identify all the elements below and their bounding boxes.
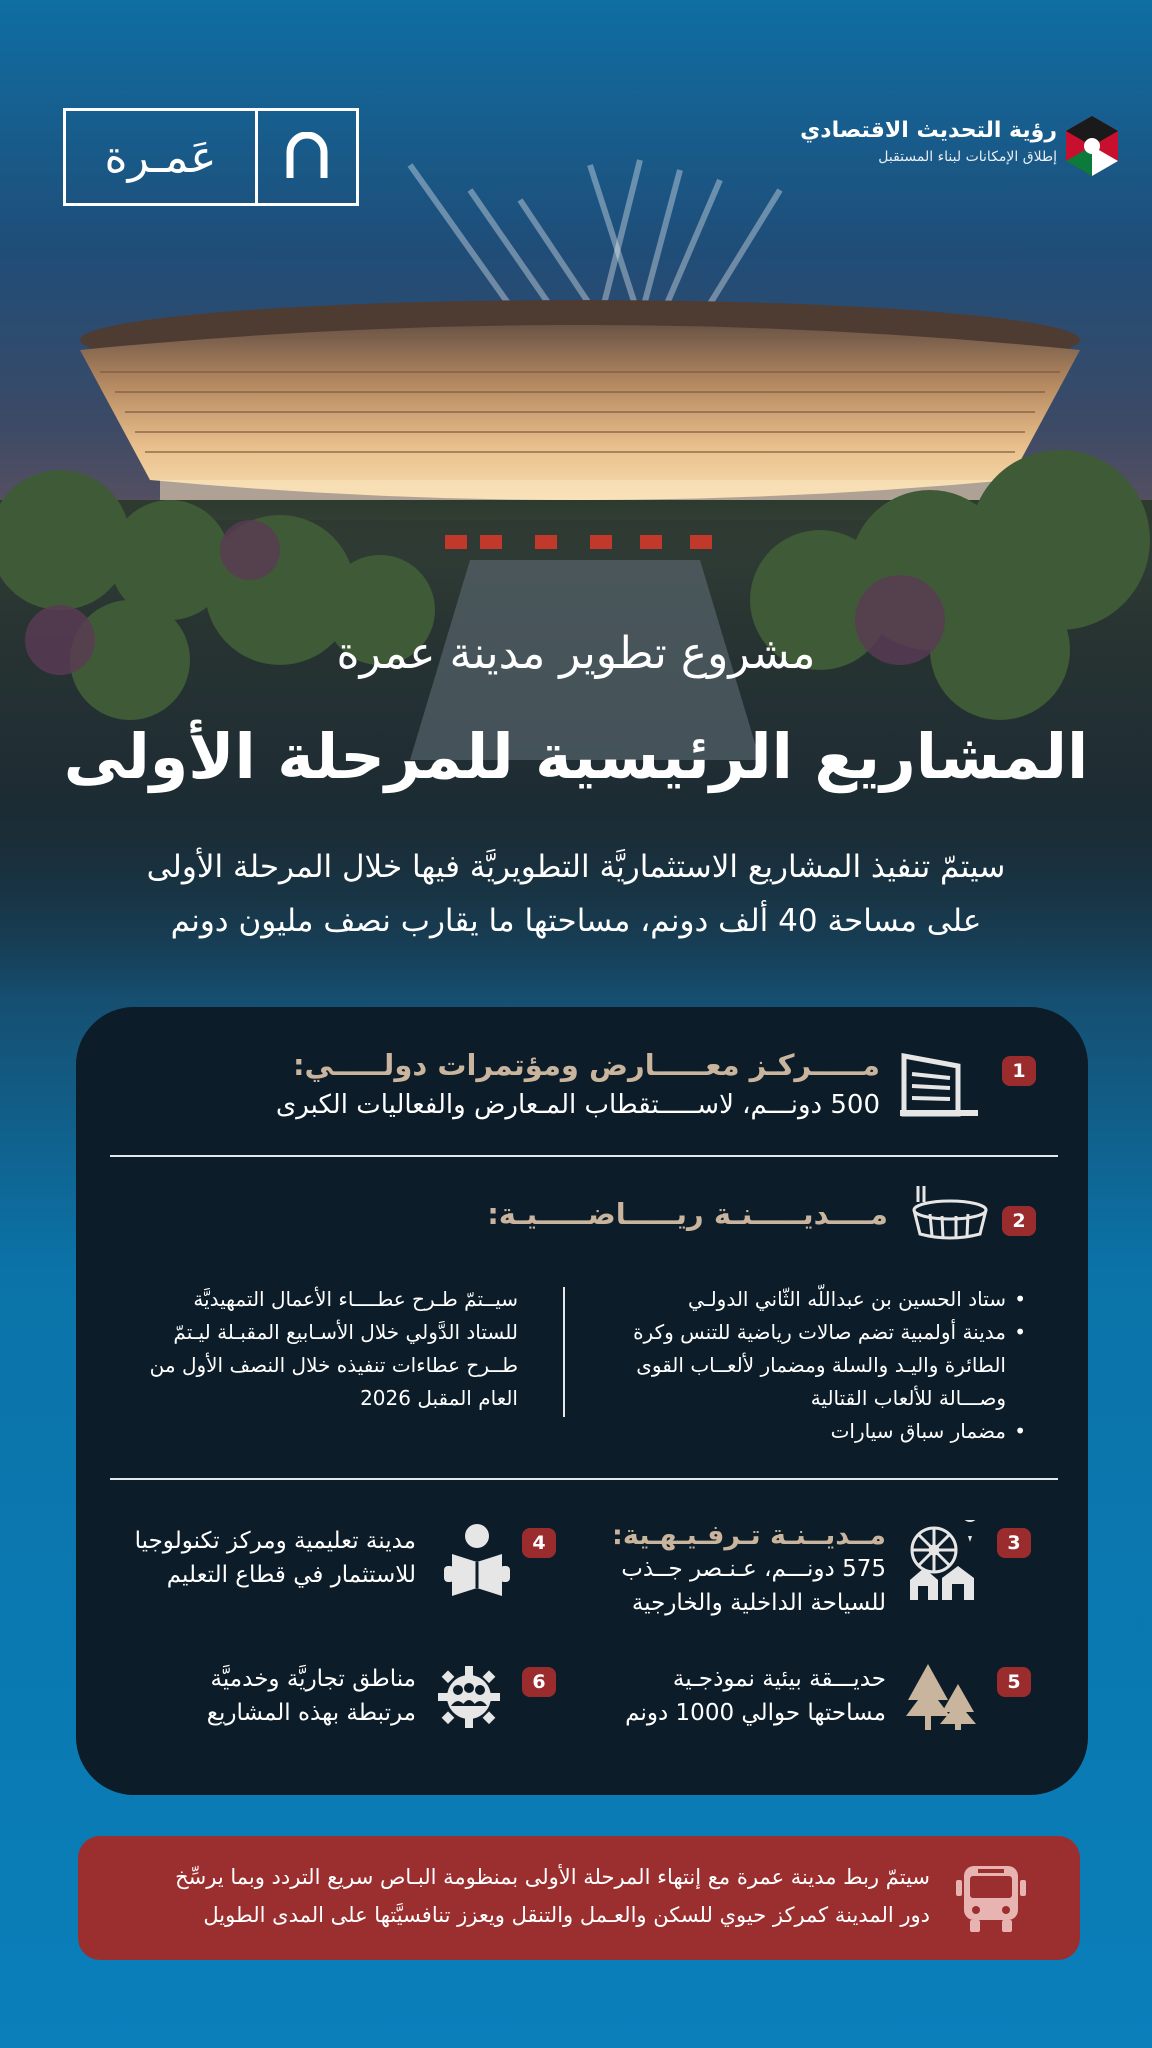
column-divider: [563, 1287, 565, 1417]
ferris-wheel-icon: [906, 1520, 986, 1602]
list-item: وصـــالة للألعاب القتالية: [810, 1386, 1006, 1410]
project-5-text: [566, 1662, 886, 1730]
page-title: المشاريع الرئيسية للمرحلة الأولى: [63, 720, 1089, 793]
text-line: 575 دونـــم، عـنـصر جــذب: [621, 1556, 886, 1582]
vision-logo-text: [800, 118, 1057, 165]
project-4-text: [96, 1524, 416, 1592]
stadium-icon: [910, 1184, 988, 1242]
project-number-badge: 5: [997, 1667, 1031, 1697]
omra-logo: [63, 108, 359, 206]
list-item: • مضمار سباق سيارات: [606, 1415, 1026, 1448]
note-line: طــرح عطاءات تنفيذه خلال النصف الأول من: [149, 1353, 518, 1377]
vision-title: رؤية التحديث الاقتصادي: [800, 118, 1057, 143]
reading-person-icon: [444, 1522, 510, 1598]
list-item: الطائرة واليـد والسلة ومضمار لألعــاب القوى: [636, 1353, 1006, 1377]
text-line: مرتبطة بهذه المشاريع: [206, 1700, 416, 1726]
omra-logo-text: عَمـرة: [104, 131, 217, 183]
project-number-badge: 2: [1002, 1206, 1036, 1236]
note-line: للستاد الدَّولي خلال الأسـابيع المقبـلة ليـتمّ: [173, 1320, 518, 1344]
project-2-note: [118, 1283, 518, 1415]
project-1-title: مـــــركـز معـــــارض ومؤتمرات دولـــــي:: [292, 1048, 880, 1082]
project-subtitle: مشروع تطوير مدينة عمرة: [336, 628, 816, 679]
project-2-list: [606, 1283, 1026, 1448]
trees-icon: [904, 1664, 976, 1730]
intro-line-2: على مساحة 40 ألف دونم، مساحتها ما يقارب نصف مليون دونم: [170, 903, 982, 939]
list-item: • ستاد الحسين بن عبداللّه الثّاني الدولـي: [606, 1283, 1026, 1316]
building-icon: [900, 1052, 978, 1118]
note-line: سيــتمّ طـرح عطــــاء الأعمال التمهيديَّة: [193, 1287, 518, 1311]
text-line: مساحتها حوالي 1000 دونم: [625, 1700, 886, 1726]
vision-emblem-icon: [1060, 114, 1124, 178]
project-1-text: 500 دونـــم، لاســـــتقطاب المـعارض والفعاليات الكبرى: [275, 1090, 880, 1120]
list-item: • مدينة أولمبية تضم صالات رياضية للتنس وكرة: [606, 1316, 1026, 1349]
text-line: حديـــقة بيئية نموذجـية: [672, 1666, 886, 1692]
project-6-text: [96, 1662, 416, 1730]
banner-line: سيتمّ ربط مدينة عمرة مع إنتهاء المرحلة الأولى بمنظومة البـاص سريع التردد وبما يرسِّخ: [175, 1865, 930, 1889]
text-line: مناطق تجاريَّة وخدميَّة: [210, 1666, 416, 1692]
text-line: للسياحة الداخلية والخارجية: [631, 1590, 886, 1616]
project-3-text: [586, 1552, 886, 1620]
note-line: العام المقبل 2026: [360, 1386, 518, 1410]
banner-line: دور المدينة كمركز حيوي للسكن والعـمل والتنقل ويعزز تنافسيَّتها على المدى الطويل: [203, 1903, 930, 1927]
project-3-title: مــديــنـة تـرفـيـهـية:: [612, 1520, 886, 1551]
intro-line-1: سيتمّ تنفيذ المشاريع الاستثماريَّة التطويريَّة فيها خلال المرحلة الأولى: [146, 849, 1006, 885]
project-number-badge: 1: [1002, 1056, 1036, 1086]
project-number-badge: 3: [997, 1528, 1031, 1558]
brt-banner-text: [120, 1858, 930, 1934]
section-divider: [110, 1155, 1058, 1157]
text-line: مدينة تعليمية ومركز تكنولوجيا: [134, 1528, 416, 1554]
gear-people-icon: [438, 1666, 500, 1728]
project-number-badge: 4: [522, 1528, 556, 1558]
omra-arch-icon: [255, 111, 356, 203]
intro-paragraph: [60, 840, 1092, 948]
project-number-badge: 6: [522, 1667, 556, 1697]
section-divider: [110, 1478, 1058, 1480]
bus-icon: [956, 1866, 1026, 1932]
vision-subtitle: إطلاق الإمكانات لبناء المستقبل: [878, 149, 1057, 165]
project-2-title: مــــديـــــنـة ريـــــاضـــــيـة:: [487, 1197, 888, 1231]
text-line: للاستثمار في قطاع التعليم: [166, 1562, 416, 1588]
